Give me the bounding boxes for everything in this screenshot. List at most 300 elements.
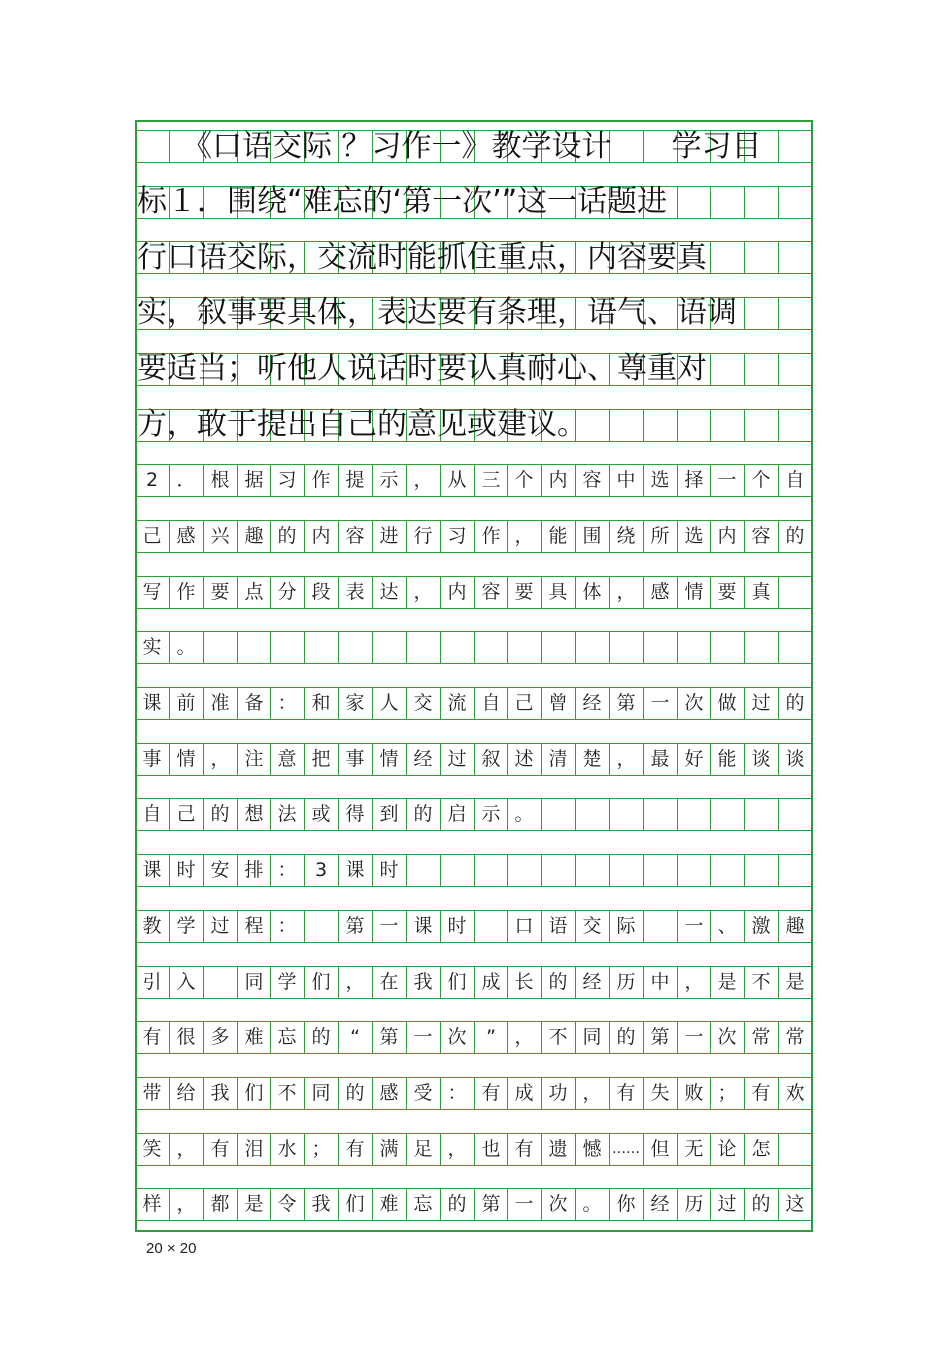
grid-char: 学 xyxy=(176,915,196,937)
grid-char: 常 xyxy=(785,1026,805,1048)
grid-char: 三 xyxy=(481,469,501,491)
grid-char: 兴 xyxy=(210,525,230,547)
grid-char: 能 xyxy=(548,525,568,547)
grid-char: ． xyxy=(176,469,196,491)
grid-line xyxy=(372,631,373,663)
grid-char: 我 xyxy=(413,971,433,993)
grid-char: 学 xyxy=(277,971,297,993)
grid-char: 进 xyxy=(379,525,399,547)
grid-line xyxy=(609,798,610,830)
grid-char: 中 xyxy=(616,469,636,491)
grid-char: 时 xyxy=(379,859,399,881)
grid-char: 启 xyxy=(447,803,467,825)
grid-line xyxy=(135,830,812,831)
grid-line xyxy=(643,631,644,663)
grid-char: 己 xyxy=(142,525,162,547)
grid-char: 绕 xyxy=(616,525,636,547)
grid-char: 点 xyxy=(244,581,264,603)
grid-char: 同 xyxy=(582,1026,602,1048)
grid-char: 表 xyxy=(345,581,365,603)
grid-char: 不 xyxy=(751,971,771,993)
grid-char: 体 xyxy=(582,581,602,603)
grid-line xyxy=(474,910,475,942)
grid-char: 能 xyxy=(717,748,737,770)
grid-char: 选 xyxy=(684,525,704,547)
grid-char: 们 xyxy=(447,971,467,993)
grid-char: 次 xyxy=(447,1026,467,1048)
grid-char: 常 xyxy=(751,1026,771,1048)
grid-char: 长 xyxy=(514,971,534,993)
grid-char: 的 xyxy=(277,525,297,547)
grid-char: 同 xyxy=(244,971,264,993)
grid-line xyxy=(135,1220,812,1221)
grid-char: 程 xyxy=(244,915,264,937)
grid-char: ， xyxy=(176,1138,196,1160)
grid-char: 个 xyxy=(514,469,534,491)
grid-char: 水 xyxy=(277,1138,297,1160)
grid-char: 段 xyxy=(311,581,331,603)
grid-char: 准 xyxy=(210,692,230,714)
grid-line xyxy=(778,1133,779,1165)
grid-char: 内 xyxy=(548,469,568,491)
grid-char: 入 xyxy=(176,971,196,993)
grid-char: 容 xyxy=(582,469,602,491)
grid-char: 人 xyxy=(379,692,399,714)
grid-line xyxy=(135,1053,812,1054)
grid-char: 达 xyxy=(379,581,399,603)
grid-char: 们 xyxy=(311,971,331,993)
grid-char: 择 xyxy=(684,469,704,491)
grid-char: 一 xyxy=(684,915,704,937)
grid-char: 过 xyxy=(210,915,230,937)
grid-char: 围 xyxy=(582,525,602,547)
grid-char: 一 xyxy=(717,469,737,491)
grid-char: 在 xyxy=(379,971,399,993)
grid-char: ； xyxy=(311,1138,331,1160)
grid-char: 容 xyxy=(345,525,365,547)
grid-line xyxy=(135,120,812,122)
grid-line xyxy=(541,798,542,830)
header-line: 方，敢于提出自己的意见或建议。 xyxy=(137,407,587,442)
grid-char: 同 xyxy=(311,1082,331,1104)
grid-char: ： xyxy=(277,915,297,937)
grid-char: 遗 xyxy=(548,1138,568,1160)
grid-char: 安 xyxy=(210,859,230,881)
grid-char: 笑 xyxy=(142,1138,162,1160)
grid-char: 是 xyxy=(717,971,737,993)
grid-line xyxy=(406,854,407,886)
grid-char: 备 xyxy=(244,692,264,714)
grid-line xyxy=(609,854,610,886)
grid-line xyxy=(135,608,812,609)
grid-line xyxy=(270,631,271,663)
grid-char: ， xyxy=(514,1026,534,1048)
grid-line xyxy=(135,998,812,999)
grid-line xyxy=(135,1230,812,1232)
grid-char: 无 xyxy=(684,1138,704,1160)
header-line: 标１．围绕“难忘的‘第一次’”这一话题进 xyxy=(137,184,668,219)
grid-char: 趣 xyxy=(785,915,805,937)
grid-line xyxy=(507,631,508,663)
grid-char: 难 xyxy=(379,1193,399,1215)
grid-line xyxy=(643,854,644,886)
grid-char: 我 xyxy=(210,1082,230,1104)
grid-char: 真 xyxy=(751,581,771,603)
grid-char: 感 xyxy=(650,581,670,603)
grid-char: 受 xyxy=(413,1082,433,1104)
grid-char: 己 xyxy=(176,803,196,825)
grid-char: 经 xyxy=(582,971,602,993)
grid-char: 一 xyxy=(514,1193,534,1215)
grid-char: ； xyxy=(717,1082,737,1104)
grid-char: 样 xyxy=(142,1193,162,1215)
grid-char: 课 xyxy=(142,859,162,881)
grid-char: ： xyxy=(277,859,297,881)
grid-char: “ xyxy=(350,1026,360,1048)
grid-char: 第 xyxy=(345,915,365,937)
grid-char: 时 xyxy=(176,859,196,881)
grid-line xyxy=(474,631,475,663)
grid-char: 际 xyxy=(616,915,636,937)
grid-size-label: 20 × 20 xyxy=(146,1240,197,1257)
grid-char: 语 xyxy=(548,915,568,937)
grid-char: 的 xyxy=(345,1082,365,1104)
grid-char: 引 xyxy=(142,971,162,993)
grid-char: 一 xyxy=(650,692,670,714)
grid-char: ： xyxy=(447,1082,467,1104)
grid-char: 泪 xyxy=(244,1138,264,1160)
grid-line xyxy=(135,663,812,664)
grid-char: 感 xyxy=(379,1082,399,1104)
grid-char: 示 xyxy=(379,469,399,491)
grid-char: 作 xyxy=(311,469,331,491)
grid-line xyxy=(304,910,305,942)
grid-char: 也 xyxy=(481,1138,501,1160)
grid-char: 。 xyxy=(514,803,534,825)
grid-line xyxy=(643,910,644,942)
grid-char: 提 xyxy=(345,469,365,491)
grid-char: 容 xyxy=(751,525,771,547)
grid-char: 作 xyxy=(481,525,501,547)
grid-char: 想 xyxy=(244,803,264,825)
header-line: 实，叙事要具体，表达要有条理，语气、语调 xyxy=(137,295,737,330)
grid-char: 很 xyxy=(176,1026,196,1048)
grid-char: 曾 xyxy=(548,692,568,714)
header-line: 要适当；听他人说话时要认真耐心、尊重对 xyxy=(137,351,707,386)
grid-char: 好 xyxy=(684,748,704,770)
grid-char: 内 xyxy=(311,525,331,547)
grid-char: 自 xyxy=(142,803,162,825)
grid-line xyxy=(677,631,678,663)
grid-char: 把 xyxy=(311,748,331,770)
grid-char: 交 xyxy=(413,692,433,714)
grid-char: ， xyxy=(447,1138,467,1160)
grid-char: 有 xyxy=(514,1138,534,1160)
grid-char: 课 xyxy=(142,692,162,714)
grid-char: 都 xyxy=(210,1193,230,1215)
grid-char: 不 xyxy=(548,1026,568,1048)
grid-line xyxy=(440,631,441,663)
grid-char: 行 xyxy=(413,525,433,547)
grid-char: 第 xyxy=(481,1193,501,1215)
grid-char: 欢 xyxy=(785,1082,805,1104)
grid-char: 楚 xyxy=(582,748,602,770)
grid-char: 前 xyxy=(176,692,196,714)
grid-char: 历 xyxy=(616,971,636,993)
grid-char: 作 xyxy=(176,581,196,603)
grid-char: 选 xyxy=(650,469,670,491)
grid-char: 一 xyxy=(684,1026,704,1048)
grid-char: 论 xyxy=(717,1138,737,1160)
grid-line xyxy=(710,631,711,663)
grid-line xyxy=(710,854,711,886)
grid-line xyxy=(237,631,238,663)
grid-char: 有 xyxy=(345,1138,365,1160)
grid-char: 给 xyxy=(176,1082,196,1104)
grid-char: 次 xyxy=(717,1026,737,1048)
grid-char: 过 xyxy=(751,692,771,714)
grid-char: 不 xyxy=(277,1082,297,1104)
grid-char: 的 xyxy=(751,1193,771,1215)
grid-char: 感 xyxy=(176,525,196,547)
grid-char: 憾 xyxy=(582,1138,602,1160)
grid-line xyxy=(710,798,711,830)
grid-char: 写 xyxy=(142,581,162,603)
grid-char: 事 xyxy=(345,748,365,770)
grid-char: 得 xyxy=(345,803,365,825)
grid-line xyxy=(575,798,576,830)
grid-char: 或 xyxy=(311,803,331,825)
grid-char: 失 xyxy=(650,1082,670,1104)
grid-char: 但 xyxy=(650,1138,670,1160)
grid-line xyxy=(677,854,678,886)
grid-char: 满 xyxy=(379,1138,399,1160)
grid-line xyxy=(609,631,610,663)
grid-char: 谈 xyxy=(751,748,771,770)
grid-char: 要 xyxy=(210,581,230,603)
grid-char: 具 xyxy=(548,581,568,603)
grid-char: 时 xyxy=(447,915,467,937)
grid-char: 难 xyxy=(244,1026,264,1048)
grid-char: 你 xyxy=(616,1193,636,1215)
grid-char: 自 xyxy=(481,692,501,714)
grid-line xyxy=(203,966,204,998)
grid-char: 家 xyxy=(345,692,365,714)
grid-line xyxy=(474,854,475,886)
grid-line xyxy=(677,798,678,830)
header-line: 行口语交际，交流时能抓住重点，内容要真 xyxy=(137,240,707,275)
grid-char: 个 xyxy=(751,469,771,491)
grid-char: 自 xyxy=(785,469,805,491)
grid-char: 中 xyxy=(650,971,670,993)
grid-char: 清 xyxy=(548,748,568,770)
grid-char: ， xyxy=(684,971,704,993)
grid-char: 到 xyxy=(379,803,399,825)
grid-line xyxy=(135,775,812,776)
grid-char: 据 xyxy=(244,469,264,491)
grid-char: 述 xyxy=(514,748,534,770)
grid-line xyxy=(778,576,779,608)
grid-line xyxy=(338,631,339,663)
grid-char: 经 xyxy=(413,748,433,770)
grid-char: 要 xyxy=(717,581,737,603)
grid-char: 历 xyxy=(684,1193,704,1215)
grid-line xyxy=(135,552,812,553)
grid-char: 情 xyxy=(684,581,704,603)
grid-line xyxy=(541,631,542,663)
grid-line xyxy=(135,886,812,887)
grid-char: 多 xyxy=(210,1026,230,1048)
grid-char: 带 xyxy=(142,1082,162,1104)
grid-char: 情 xyxy=(379,748,399,770)
grid-char: ” xyxy=(486,1026,496,1048)
grid-line xyxy=(541,854,542,886)
grid-char: 2 xyxy=(145,469,159,491)
grid-char: ， xyxy=(413,581,433,603)
grid-line xyxy=(778,854,779,886)
grid-char: ： xyxy=(277,692,297,714)
grid-char: 。 xyxy=(176,636,196,658)
grid-char: 最 xyxy=(650,748,670,770)
grid-char: 成 xyxy=(481,971,501,993)
grid-char: 的 xyxy=(785,692,805,714)
grid-char: 忘 xyxy=(413,1193,433,1215)
grid-char: 趣 xyxy=(244,525,264,547)
grid-char: 次 xyxy=(548,1193,568,1215)
grid-char: 我 xyxy=(311,1193,331,1215)
grid-char: 是 xyxy=(785,971,805,993)
grid-char: ， xyxy=(582,1082,602,1104)
grid-char: 第 xyxy=(650,1026,670,1048)
grid-char: ， xyxy=(616,581,636,603)
grid-char: 。 xyxy=(582,1193,602,1215)
grid-char: 内 xyxy=(447,581,467,603)
grid-line xyxy=(304,631,305,663)
grid-char: 有 xyxy=(751,1082,771,1104)
grid-char: 示 xyxy=(481,803,501,825)
grid-char: 有 xyxy=(481,1082,501,1104)
grid-char: 口 xyxy=(514,915,534,937)
grid-char: 习 xyxy=(447,525,467,547)
grid-char: 注 xyxy=(244,748,264,770)
grid-char: 事 xyxy=(142,748,162,770)
grid-char: 经 xyxy=(582,692,602,714)
grid-char: 的 xyxy=(413,803,433,825)
grid-char: 容 xyxy=(481,581,501,603)
grid-char: 3 xyxy=(314,859,328,881)
grid-line xyxy=(778,798,779,830)
grid-char: 一 xyxy=(379,915,399,937)
grid-char: 叙 xyxy=(481,748,501,770)
grid-char: 忘 xyxy=(277,1026,297,1048)
grid-char: 内 xyxy=(717,525,737,547)
grid-char: ， xyxy=(210,748,230,770)
grid-char: 第 xyxy=(616,692,636,714)
grid-line xyxy=(744,631,745,663)
grid-char: ， xyxy=(176,1193,196,1215)
grid-char: 情 xyxy=(176,748,196,770)
grid-char: 这 xyxy=(785,1193,805,1215)
grid-line xyxy=(135,719,812,720)
grid-char: 根 xyxy=(210,469,230,491)
grid-char: 的 xyxy=(616,1026,636,1048)
grid-char: 做 xyxy=(717,692,737,714)
grid-line xyxy=(744,854,745,886)
header-line: 《口语交际 ？习作一》教学设计 学习目 xyxy=(137,129,762,164)
grid-line xyxy=(643,798,644,830)
grid-char: 败 xyxy=(684,1082,704,1104)
grid-char: 意 xyxy=(277,748,297,770)
grid-char: 己 xyxy=(514,692,534,714)
grid-char: 激 xyxy=(751,915,771,937)
grid-line xyxy=(135,1109,812,1110)
grid-char: 有 xyxy=(210,1138,230,1160)
grid-char: 的 xyxy=(447,1193,467,1215)
grid-char: 和 xyxy=(311,692,331,714)
grid-char: 流 xyxy=(447,692,467,714)
grid-char: 从 xyxy=(447,469,467,491)
grid-char: 功 xyxy=(548,1082,568,1104)
grid-char: 交 xyxy=(582,915,602,937)
grid-char: 教 xyxy=(142,915,162,937)
grid-char: 的 xyxy=(311,1026,331,1048)
grid-char: 怎 xyxy=(751,1138,771,1160)
grid-char: 令 xyxy=(277,1193,297,1215)
grid-line xyxy=(135,1165,812,1166)
grid-line xyxy=(135,120,137,1230)
grid-char: 、 xyxy=(717,915,737,937)
grid-char: 足 xyxy=(413,1138,433,1160)
grid-char: 法 xyxy=(277,803,297,825)
grid-line xyxy=(575,631,576,663)
grid-char: 次 xyxy=(684,692,704,714)
grid-char: 一 xyxy=(413,1026,433,1048)
grid-char: 的 xyxy=(548,971,568,993)
grid-char: ， xyxy=(345,971,365,993)
grid-line xyxy=(135,496,812,497)
grid-char: 经 xyxy=(650,1193,670,1215)
grid-char: 们 xyxy=(244,1082,264,1104)
grid-char: …… xyxy=(612,1141,640,1157)
grid-line xyxy=(507,854,508,886)
grid-line xyxy=(575,854,576,886)
grid-line xyxy=(811,120,813,1232)
grid-line xyxy=(440,854,441,886)
grid-char: 第 xyxy=(379,1026,399,1048)
grid-char: 的 xyxy=(785,525,805,547)
grid-char: 是 xyxy=(244,1193,264,1215)
grid-char: ， xyxy=(413,469,433,491)
grid-char: 课 xyxy=(413,915,433,937)
grid-line xyxy=(203,631,204,663)
grid-char: ， xyxy=(514,525,534,547)
grid-char: 有 xyxy=(616,1082,636,1104)
grid-line xyxy=(744,798,745,830)
grid-char: 成 xyxy=(514,1082,534,1104)
grid-line xyxy=(778,631,779,663)
grid-char: 实 xyxy=(142,636,162,658)
grid-char: 过 xyxy=(717,1193,737,1215)
grid-line xyxy=(135,942,812,943)
grid-char: ， xyxy=(616,748,636,770)
grid-char: 分 xyxy=(277,581,297,603)
grid-char: 习 xyxy=(277,469,297,491)
grid-line xyxy=(406,631,407,663)
grid-char: 有 xyxy=(142,1026,162,1048)
grid-char: 排 xyxy=(244,859,264,881)
grid-char: 过 xyxy=(447,748,467,770)
grid-char: 谈 xyxy=(785,748,805,770)
